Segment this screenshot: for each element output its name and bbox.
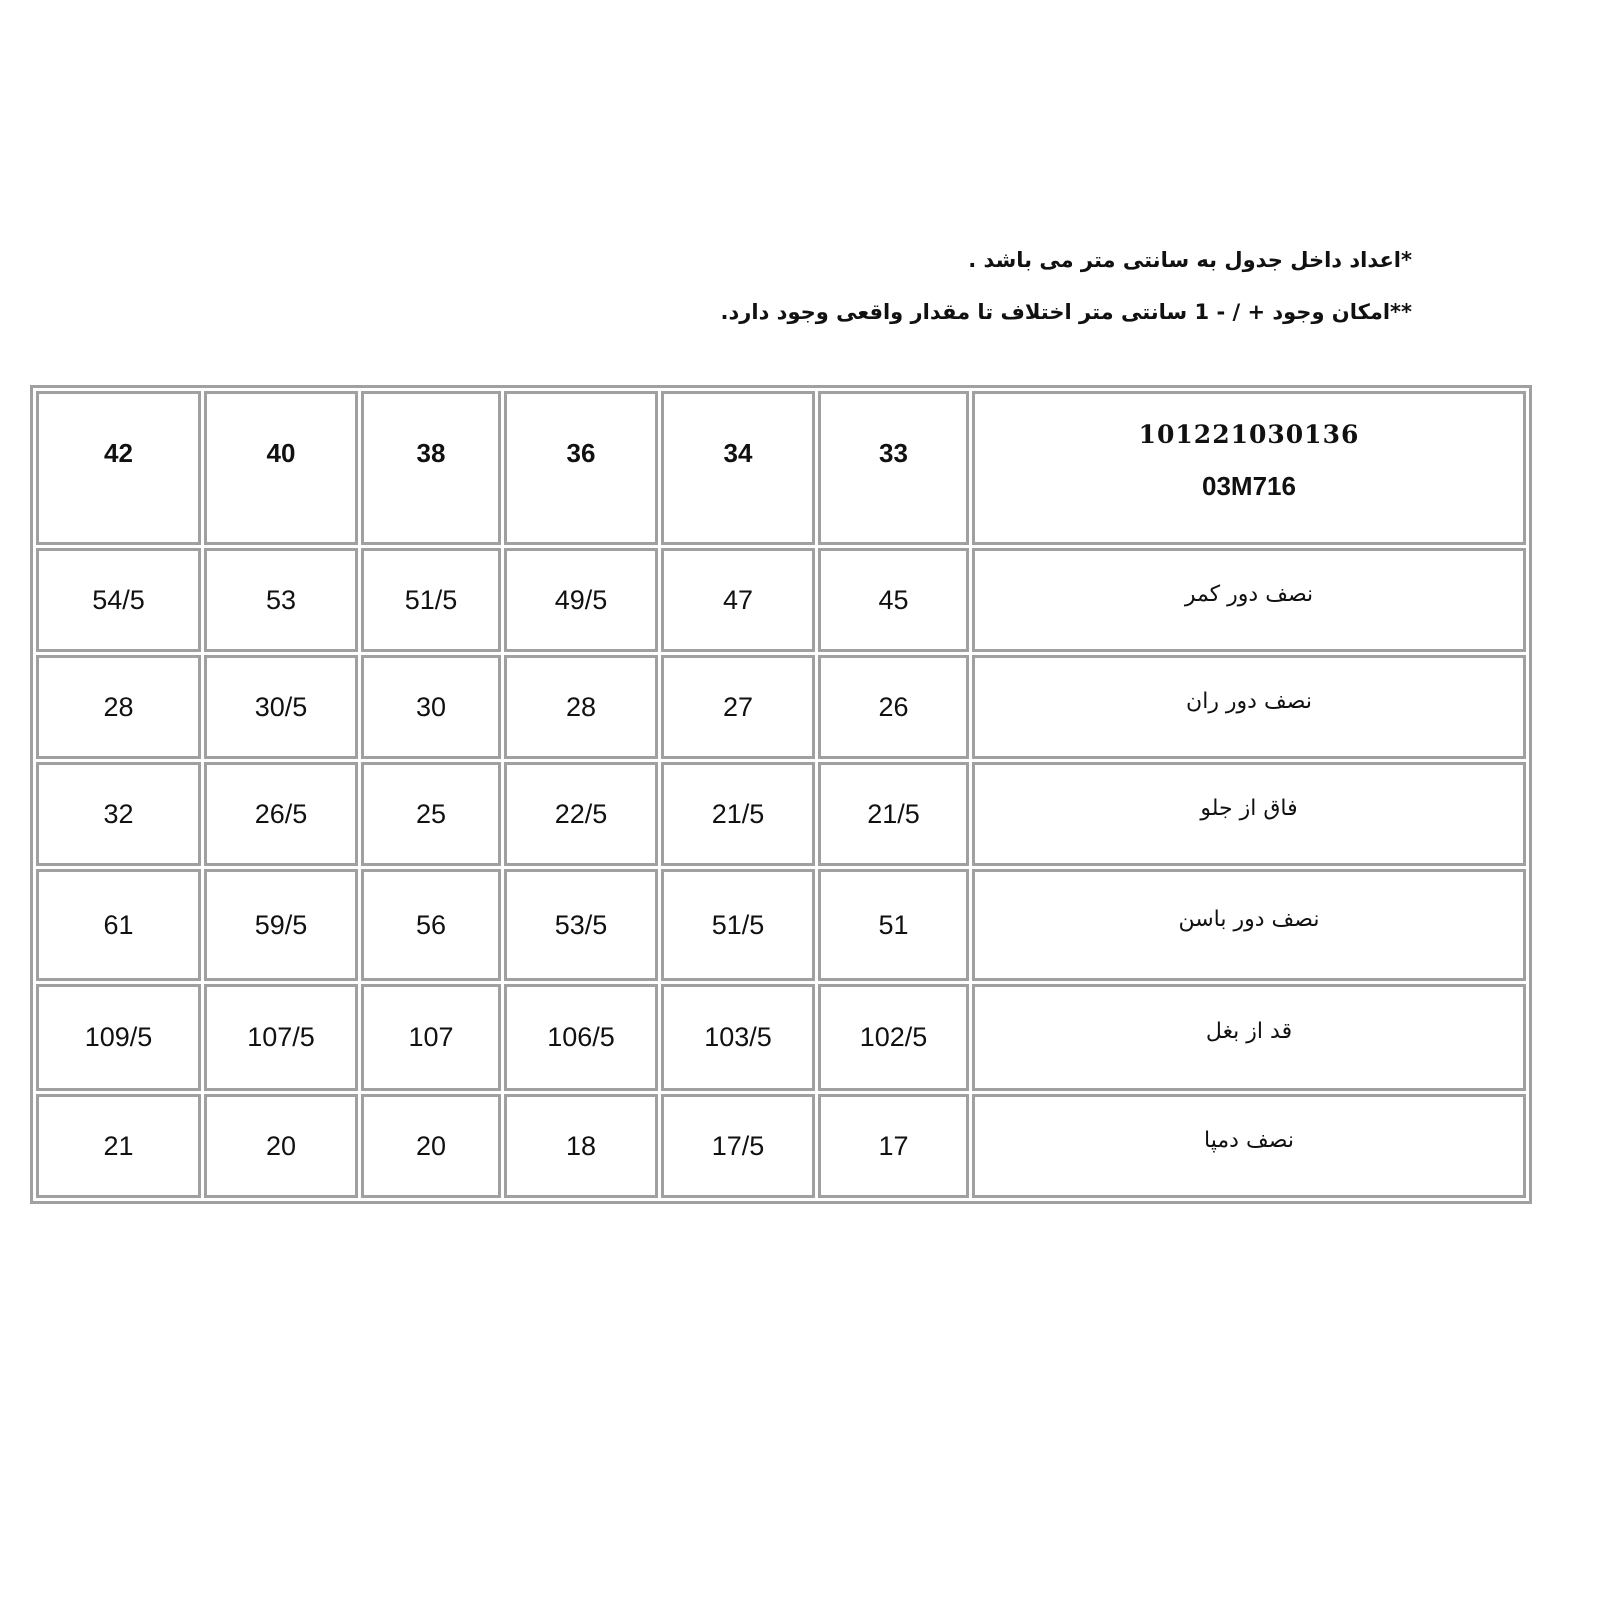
- product-code-cell: [972, 391, 1526, 545]
- value-cell: 26/5: [204, 762, 358, 866]
- row-label: نصف دور باسن: [972, 869, 1526, 981]
- value-cell: 30: [361, 655, 501, 759]
- note-tolerance: **امکان وجود + / - 1 سانتی متر اختلاف تا مقدار واقعی وجود دارد.: [720, 300, 1412, 324]
- size-header-cell: 36: [504, 391, 658, 545]
- value-cell: 22/5: [504, 762, 658, 866]
- size-header-cell: 38: [361, 391, 501, 545]
- table-header-row: [36, 391, 1526, 545]
- value-cell: 17/5: [661, 1094, 815, 1198]
- size-header-cell: 40: [204, 391, 358, 545]
- table-row: [36, 1094, 1526, 1198]
- size-chart-table: [30, 385, 1532, 1204]
- value-cell: 28: [504, 655, 658, 759]
- value-cell: 107/5: [204, 984, 358, 1091]
- value-cell: 54/5: [36, 548, 201, 652]
- value-cell: 49/5: [504, 548, 658, 652]
- row-label: فاق از جلو: [972, 762, 1526, 866]
- table-row: [36, 984, 1526, 1091]
- value-cell: 28: [36, 655, 201, 759]
- value-cell: 59/5: [204, 869, 358, 981]
- row-label: نصف دمپا: [972, 1094, 1526, 1198]
- value-cell: 18: [504, 1094, 658, 1198]
- value-cell: 51/5: [661, 869, 815, 981]
- table-row: [36, 762, 1526, 866]
- value-cell: 106/5: [504, 984, 658, 1091]
- size-header-cell: 34: [661, 391, 815, 545]
- value-cell: 109/5: [36, 984, 201, 1091]
- value-cell: 53: [204, 548, 358, 652]
- value-cell: 61: [36, 869, 201, 981]
- value-cell: 26: [818, 655, 969, 759]
- value-cell: 20: [361, 1094, 501, 1198]
- value-cell: 103/5: [661, 984, 815, 1091]
- value-cell: 27: [661, 655, 815, 759]
- value-cell: 25: [361, 762, 501, 866]
- model-code: 03M716: [1202, 471, 1296, 501]
- row-label: نصف دور ران: [972, 655, 1526, 759]
- table-row: [36, 869, 1526, 981]
- value-cell: 45: [818, 548, 969, 652]
- value-cell: 51: [818, 869, 969, 981]
- value-cell: 107: [361, 984, 501, 1091]
- value-cell: 102/5: [818, 984, 969, 1091]
- size-header-cell: 33: [818, 391, 969, 545]
- value-cell: 21: [36, 1094, 201, 1198]
- value-cell: 30/5: [204, 655, 358, 759]
- size-header-cell: 42: [36, 391, 201, 545]
- value-cell: 17: [818, 1094, 969, 1198]
- note-units: *اعداد داخل جدول به سانتی متر می باشد .: [968, 248, 1412, 272]
- value-cell: 21/5: [661, 762, 815, 866]
- size-notes: [721, 240, 1412, 344]
- value-cell: 47: [661, 548, 815, 652]
- value-cell: 56: [361, 869, 501, 981]
- value-cell: 21/5: [818, 762, 969, 866]
- value-cell: 53/5: [504, 869, 658, 981]
- value-cell: 51/5: [361, 548, 501, 652]
- product-code: 101221030136: [1138, 420, 1360, 449]
- value-cell: 20: [204, 1094, 358, 1198]
- row-label: قد از بغل: [972, 984, 1526, 1091]
- value-cell: 32: [36, 762, 201, 866]
- row-label: نصف دور کمر: [972, 548, 1526, 652]
- table-row: [36, 655, 1526, 759]
- table-row: [36, 548, 1526, 652]
